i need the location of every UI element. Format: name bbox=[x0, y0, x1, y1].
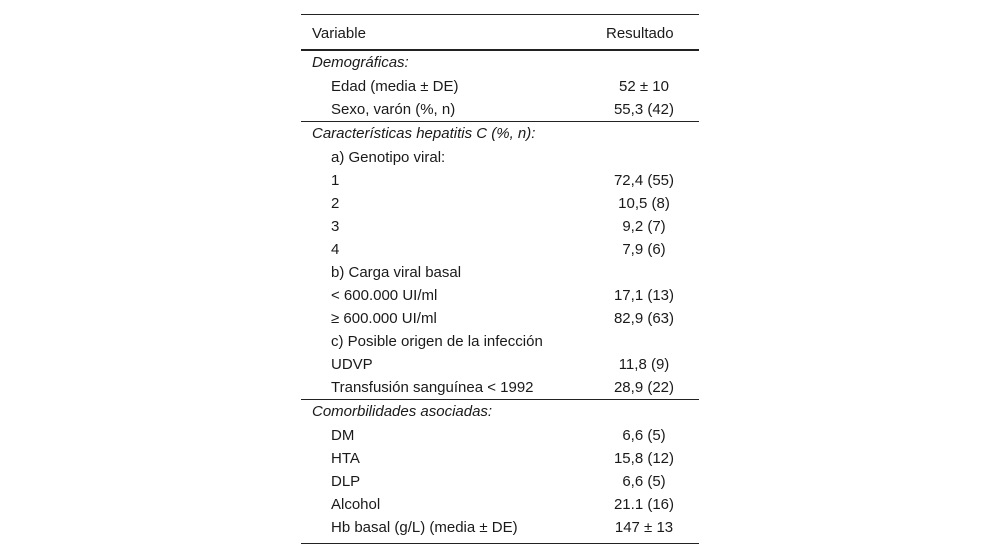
row-value: 6,6 (5) bbox=[622, 473, 666, 490]
row-value: 147 ± 13 bbox=[614, 519, 674, 536]
table-row bbox=[301, 470, 699, 493]
row-value bbox=[589, 330, 699, 353]
table-row bbox=[301, 376, 699, 400]
table-row bbox=[301, 169, 699, 192]
results-table bbox=[301, 14, 699, 544]
table-row bbox=[301, 261, 699, 284]
row-label: Edad (media ± DE) bbox=[331, 78, 459, 95]
table-row bbox=[301, 146, 699, 169]
section-row bbox=[301, 50, 699, 75]
row-value: 15,8 (12) bbox=[613, 450, 675, 467]
row-value bbox=[589, 261, 699, 284]
row-value: 7,9 (6) bbox=[622, 241, 666, 258]
table-row bbox=[301, 353, 699, 376]
table-row bbox=[301, 307, 699, 330]
table-row bbox=[301, 424, 699, 447]
row-label: b) Carga viral basal bbox=[331, 264, 462, 281]
row-label: c) Posible origen de la infección bbox=[331, 333, 543, 350]
row-value: 11,8 (9) bbox=[618, 356, 670, 373]
row-label: DLP bbox=[331, 473, 361, 490]
row-value: 21.1 (16) bbox=[613, 496, 675, 513]
section-row bbox=[301, 122, 699, 147]
table-row bbox=[301, 516, 699, 539]
table-body bbox=[301, 50, 699, 539]
row-label: 3 bbox=[331, 218, 340, 235]
row-label: Sexo, varón (%, n) bbox=[301, 98, 589, 122]
section-title: Comorbilidades asociadas: bbox=[312, 403, 493, 420]
row-value: 17,1 (13) bbox=[613, 287, 675, 304]
row-value: 9,2 (7) bbox=[622, 218, 666, 235]
row-label: Alcohol bbox=[331, 496, 381, 513]
table-row bbox=[301, 98, 699, 122]
row-label: 4 bbox=[331, 241, 340, 258]
row-label: < 600.000 UI/ml bbox=[331, 287, 438, 304]
table-row bbox=[301, 447, 699, 470]
row-label: Hb basal (g/L) (media ± DE) bbox=[331, 519, 518, 536]
table-row bbox=[301, 238, 699, 261]
bottom-rule bbox=[301, 543, 699, 544]
table-row bbox=[301, 75, 699, 98]
row-value: 55,3 (42) bbox=[589, 98, 699, 122]
row-label: 2 bbox=[331, 195, 340, 212]
row-label: 1 bbox=[331, 172, 340, 189]
row-value: 6,6 (5) bbox=[622, 427, 666, 444]
section-title: Características hepatitis C (%, n): bbox=[312, 125, 536, 142]
table-row bbox=[301, 215, 699, 238]
row-label: a) Genotipo viral: bbox=[331, 149, 446, 166]
table-row bbox=[301, 192, 699, 215]
row-value bbox=[589, 146, 699, 169]
row-value: 10,5 (8) bbox=[618, 195, 670, 212]
results-table-grid bbox=[301, 15, 699, 539]
table-row bbox=[301, 493, 699, 516]
row-value: 72,4 (55) bbox=[613, 172, 675, 189]
header-result: Resultado bbox=[589, 15, 699, 50]
row-label: UDVP bbox=[331, 356, 373, 373]
table-row bbox=[301, 284, 699, 307]
row-value: 28,9 (22) bbox=[589, 376, 699, 400]
row-label: ≥ 600.000 UI/ml bbox=[331, 310, 437, 327]
section-title: Demográficas: bbox=[312, 54, 409, 71]
header-variable: Variable bbox=[301, 15, 589, 50]
header-row bbox=[301, 15, 699, 50]
table-row bbox=[301, 330, 699, 353]
row-label: Transfusión sanguínea < 1992 bbox=[301, 376, 589, 400]
row-label: HTA bbox=[331, 450, 360, 467]
row-value: 82,9 (63) bbox=[613, 310, 675, 327]
row-value: 52 ± 10 bbox=[619, 78, 669, 95]
section-row bbox=[301, 400, 699, 425]
row-label: DM bbox=[331, 427, 355, 444]
